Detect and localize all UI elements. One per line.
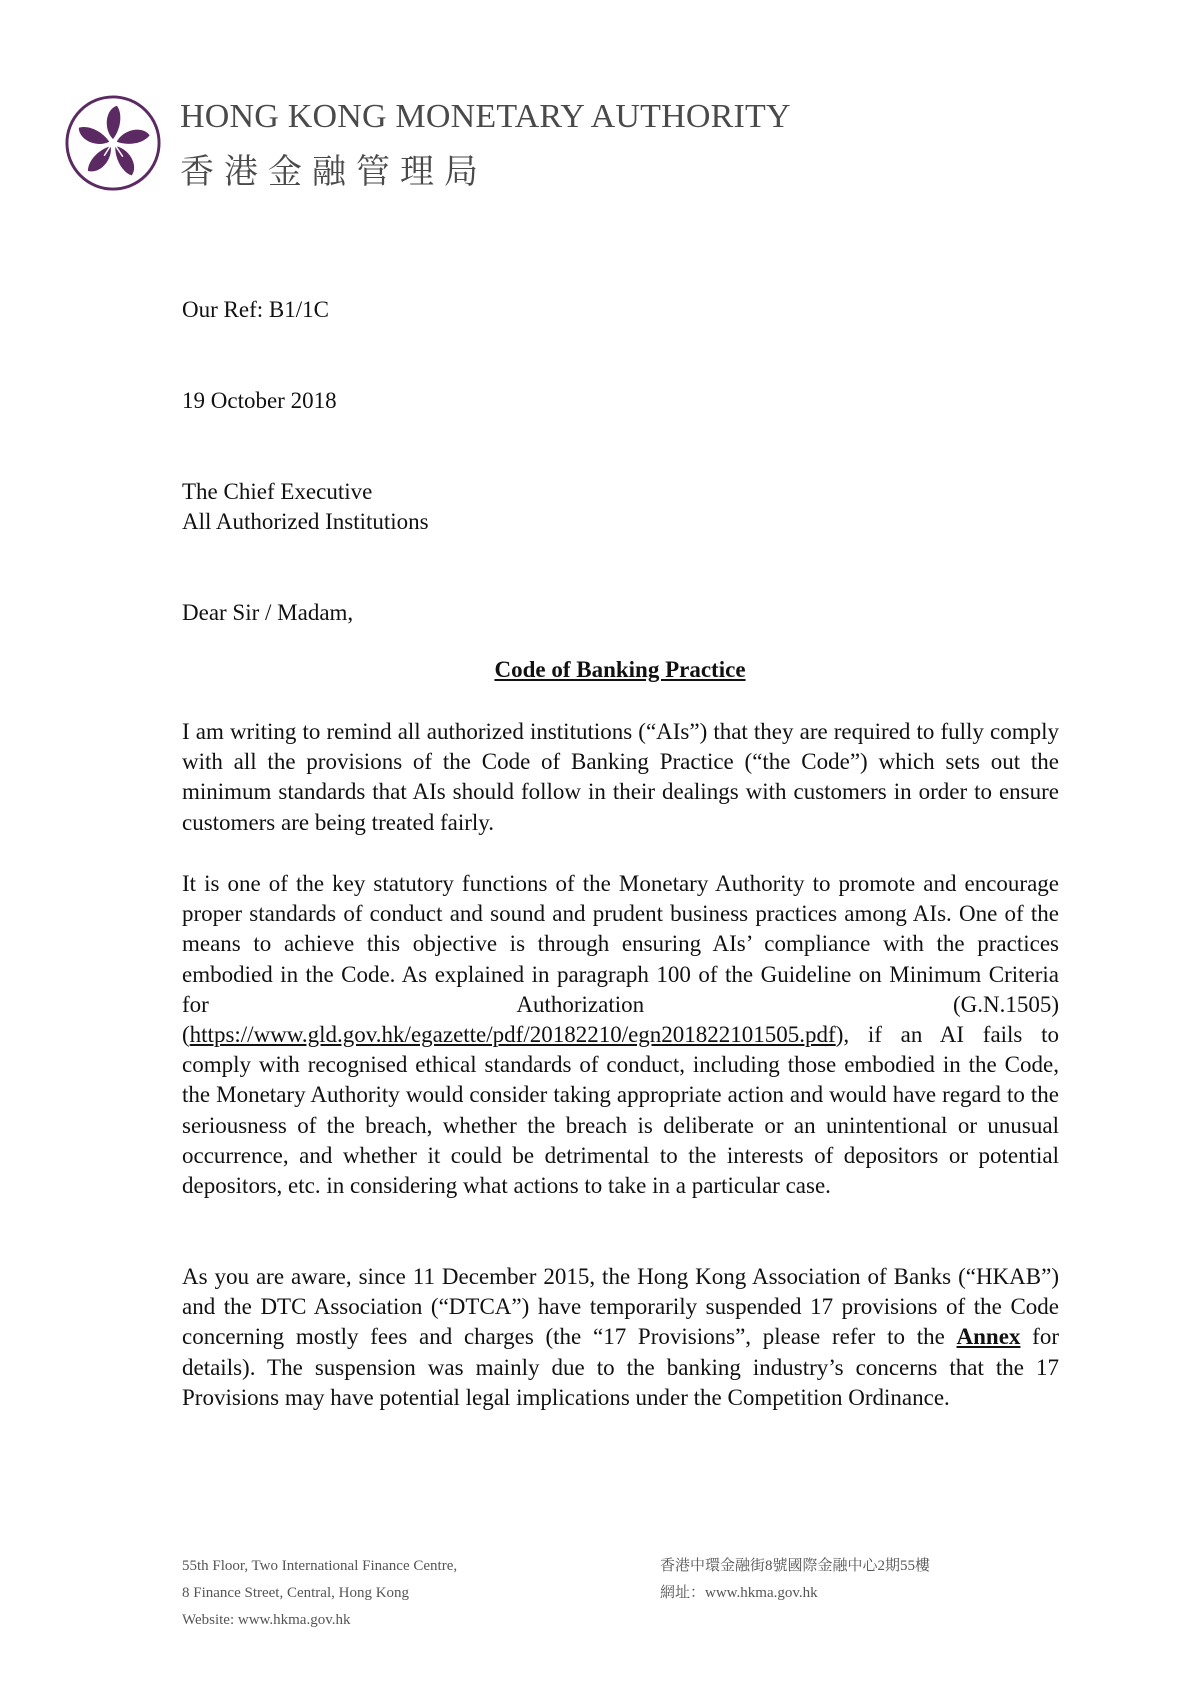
reference-number: Our Ref: B1/1C: [182, 297, 329, 322]
footer-address-chinese: [660, 1553, 930, 1607]
footer-address-zh: 香港中環金融街8號國際金融中心2期55樓: [660, 1558, 931, 1574]
paragraph-3: [182, 1262, 1059, 1413]
salutation: Dear Sir / Madam,: [182, 600, 354, 625]
footer-address-english: [182, 1553, 457, 1634]
paragraph-2: [182, 869, 1059, 1201]
footer-website-zh[interactable]: 網址：www.hkma.gov.hk: [660, 1585, 818, 1601]
paragraph-3-text-end: for details). The suspension was mainly due to the banking industry’s concerns that the 17 Provisions may have potential legal implications under the Competition Ordinance.: [182, 1324, 1059, 1410]
footer-address-line-2: 8 Finance Street, Central, Hong Kong: [182, 1585, 410, 1601]
recipient-organization: All Authorized Institutions: [182, 509, 429, 534]
footer-website[interactable]: Website: www.hkma.gov.hk: [182, 1612, 351, 1628]
letter-date: 19 October 2018: [182, 388, 337, 413]
bauhinia-flower-icon: [64, 94, 162, 192]
annex-link[interactable]: Annex: [956, 1324, 1021, 1350]
organization-name-english: HONG KONG MONETARY AUTHORITY: [180, 98, 791, 135]
organization-name-chinese: 香港金融管理局: [180, 154, 488, 191]
subject-heading: Code of Banking Practice: [494, 657, 746, 682]
paragraph-1: I am writing to remind all authorized institutions (“AIs”) that they are required to fully comply with all the provisions of the Code of Banking Practice (“the Code”) which sets out the minimum standards that AIs should follow in their dealings with customers in order to ensure customers are being treated fairly.: [182, 719, 1059, 835]
guideline-link[interactable]: https://www.gld.gov.hk/egazette/pdf/20182210/egn201822101505.pdf: [189, 1022, 836, 1048]
recipient-title: The Chief Executive: [182, 479, 373, 504]
paragraph-2-text-end: ), if an AI fails to comply with recognised ethical standards of conduct, including those embodied in the Code, the Monetary Authority would consider taking appropriate action and would have regard to the seriousness of the breach, whether the breach is deliberate or an unintentional or unusual occurrence, and whether it could be detrimental to the interests of depositors or potential depositors, etc. in considering what actions to take in a particular case.: [182, 1022, 1059, 1199]
footer-address-line-1: 55th Floor, Two International Finance Centre,: [182, 1558, 458, 1574]
paragraph-3-text-start: As you are aware, since 11 December 2015, the Hong Kong Association of Banks (“HKAB”) and the DTC Association (“DTCA”) have temporarily suspended 17 provisions of the Code concerning mostly fees and charges (the “17 Provisions”, please refer to the: [182, 1264, 1059, 1350]
paragraph-2-text-start: It is one of the key statutory functions of the Monetary Authority to promote and encourage proper standards of conduct and sound and prudent business practices among AIs. One of the means to achieve this objective is through ensuring AIs’ compliance with the practices embodied in the Code. As explained in paragraph 100 of the Guideline on Minimum Criteria for Authorization (G.N.1505) (: [182, 871, 1059, 1048]
